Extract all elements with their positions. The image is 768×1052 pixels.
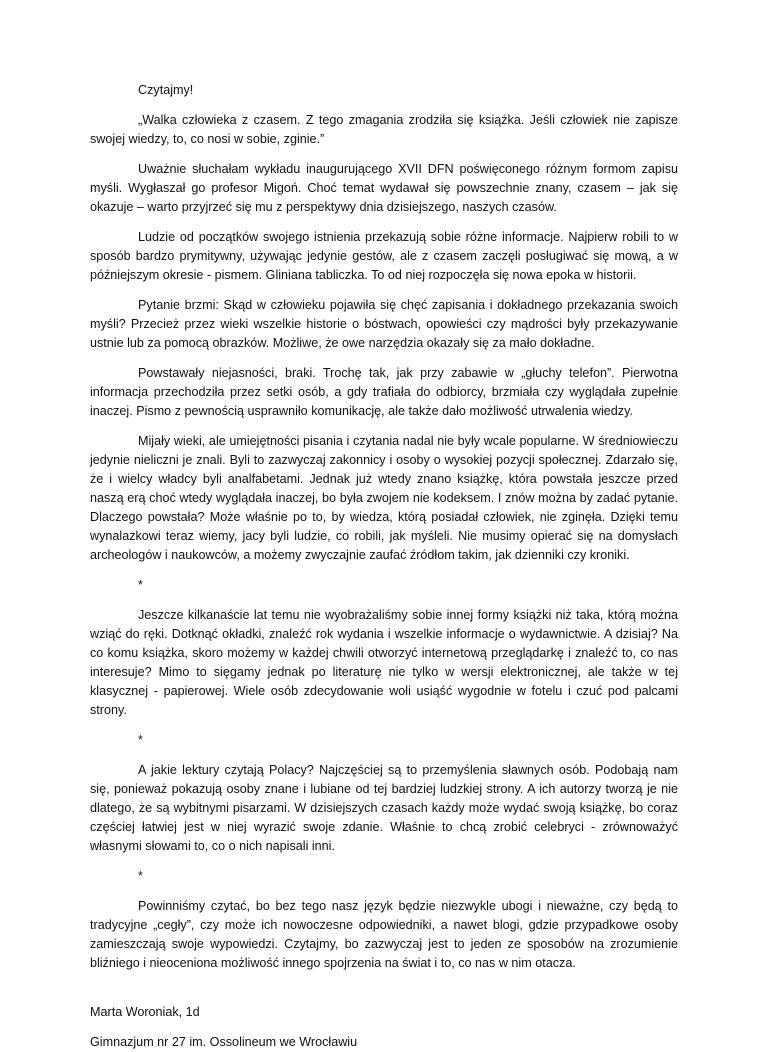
body-paragraph: Uważnie słuchałam wykładu inaugurującego XVII DFN poświęconego różnym formom zapisu myśli. Wygłaszał go profesor Migoń. Choć temat wydawał się powszechnie znany, czasem – jak się okazuje – warto przyjrzeć się mu z perspektywy dnia dzisiejszego, naszych czasów. — [90, 162, 678, 214]
body-paragraph: Pytanie brzmi: Skąd w człowieku pojawiła się chęć zapisania i dokładnego przekazania swoich myśli? Przecież przez wieki wszelkie historie o bóstwach, opowieści czy mądrości były przekazywanie ustnie lub za pomocą obrazków. Możliwe, że owe narzędzia okazały się za mało dokładne. — [90, 298, 678, 350]
body-paragraph: Mijały wieki, ale umiejętności pisania i czytania nadal nie były wcale popularne. W średniowieczu jedynie nieliczni je znali. Byli to zazwyczaj zakonnicy i osoby o wysokiej pozycji społecznej. Zdarzało się, że i wielcy władcy byli analfabetami. Jednak już wtedy znano książkę, która powstała jeszcze przed naszą erą choć wtedy wyglądała inaczej, bo była zwojem nie kodeksem. I znów można by zadać pytanie. Dlaczego powstała? Może właśnie po to, by wiedza, którą posiadał człowiek, nie zginęła. Dzięki temu wynalazkowi teraz wiemy, jacy byli ludzie, co robili, jak myśleli. Nie musimy opierać się na domysłach archeologów i naukowców, a możemy zwyczajnie zaufać źródłom takim, jak dzienniki czy kroniki. — [90, 434, 678, 562]
school-name: Gimnazjum nr 27 im. Ossolineum we Wrocławiu — [90, 1035, 358, 1049]
body-paragraph: Powinniśmy czytać, bo bez tego nasz język będzie niezwykle ubogi i nieważne, czy będą to tradycyjne „cegły”, czy może ich nowoczesne odpowiedniki, a nawet blogi, gdzie przypadkowe osoby zamieszczają swoje wypowiedzi. Czytajmy, bo zazwyczaj jest to jeden ze sposobów na zrozumienie bliźniego i nieoceniona możliwość innego spojrzenia na świat i to, co nas w nim otacza. — [90, 899, 678, 970]
body-paragraph: Ludzie od początków swojego istnienia przekazują sobie różne informacje. Najpierw robili to w sposób bardzo prymitywny, używając jedynie gestów, ale z czasem zaczęli posługiwać się mową, a w późniejszym okresie - pismem. Gliniana tabliczka. To od niej rozpoczęła się nowa epoka w historii. — [90, 230, 678, 282]
body-paragraph: Powstawały niejasności, braki. Trochę tak, jak przy zabawie w „głuchy telefon”. Pierwotna informacja przechodziła przez setki osób, a gdy trafiała do odbiorcy, brzmiała czy wyglądała zupełnie inaczej. Pismo z pewnością usprawniło komunikację, ale także dało możliwość utrwalenia wiedzy. — [90, 366, 678, 418]
body-paragraph: A jakie lektury czytają Polacy? Najczęściej są to przemyślenia sławnych osób. Podobają nam się, ponieważ pokazują osoby znane i lubiane od tej bardziej ludzkiej strony. A ich autorzy tworzą je nie dlatego, że są wybitnymi pisarzami. W dzisiejszych czasach każdy może wydać swoją książkę, bo coraz częściej łatwiej jest w niej wyrazić swoje zdanie. Właśnie to chcą zrobić celebryci - zrównoważyć własnymi słowami to, co o nich napisali inni. — [90, 763, 678, 853]
quote-paragraph: „Walka człowieka z czasem. Z tego zmagania zrodziła się książka. Jeśli człowiek nie zapisze swojej wiedzy, to, co nosi w sobie, zginie.” — [90, 113, 678, 146]
section-separator: * — [138, 733, 143, 747]
section-separator: * — [138, 578, 143, 592]
document-title: Czytajmy! — [138, 83, 194, 97]
section-separator: * — [138, 869, 143, 883]
author-signature: Marta Woroniak, 1d — [90, 1005, 200, 1019]
body-paragraph: Jeszcze kilkanaście lat temu nie wyobrażaliśmy sobie innej formy książki niż taka, którą można wziąć do ręki. Dotknąć okładki, znaleźć rok wydania i wszelkie informacje o wydawnictwie. A dzisiaj? Na co komu książka, skoro możemy w każdej chwili otworzyć internetową przeglądarkę i znaleźć to, co nas interesuje? Mimo to sięgamy jednak po literaturę nie tylko w wersji elektronicznej, ale także w tej klasycznej - papierowej. Wiele osób zdecydowanie woli usiąść wygodnie w fotelu i czuć pod palcami strony. — [90, 608, 678, 717]
